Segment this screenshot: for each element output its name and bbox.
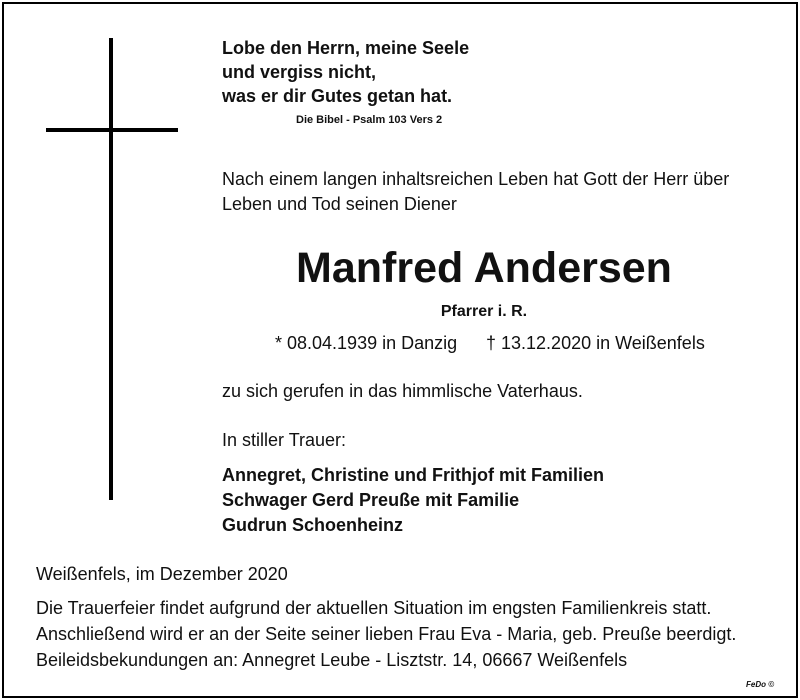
place-date: Weißenfels, im Dezember 2020 [36, 564, 288, 584]
deceased-name: Manfred Andersen [296, 244, 672, 292]
psalm-line: Lobe den Herrn, meine Seele [222, 38, 470, 58]
intro-text [222, 167, 782, 217]
cross-horizontal-bar [46, 128, 178, 132]
deceased-title: Pfarrer i. R. [440, 303, 528, 320]
burial-note: Anschließend wird er an der Seite seiner lieben Frau Eva - Maria, geb. Preuße beerdigt. [36, 624, 737, 644]
birth-date: * 08.04.1939 in Danzig [275, 333, 458, 353]
mourner-name: Gudrun Schoenheinz [222, 515, 404, 535]
mourning-label: In stiller Trauer: [222, 430, 347, 450]
obituary-notice [2, 2, 798, 698]
condolences-address: Beileidsbekundungen an: Annegret Leube - Lisztstr. 14, 06667 Weißenfels [36, 650, 628, 670]
psalm-quote [222, 36, 469, 108]
mourner-name: Annegret, Christine und Frithjof mit Familien [222, 465, 605, 485]
psalm-line: was er dir Gutes getan hat. [222, 86, 453, 106]
corner-mark: FeDo © [746, 680, 775, 689]
mourners-list [222, 463, 604, 538]
funeral-note: Die Trauerfeier findet aufgrund der aktuellen Situation im engsten Familienkreis statt. [36, 598, 712, 618]
psalm-line: und vergiss nicht, [222, 62, 377, 82]
cross-vertical-bar [109, 38, 113, 500]
footer [36, 561, 776, 673]
death-date: † 13.12.2020 in Weißenfels [486, 333, 705, 353]
psalm-reference: Die Bibel - Psalm 103 Vers 2 [296, 114, 443, 126]
footer-spacer [36, 587, 776, 595]
mourner-name: Schwager Gerd Preuße mit Familie [222, 490, 520, 510]
called-home-text: zu sich gerufen in das himmlische Vaterhaus. [222, 381, 583, 401]
intro-line: Nach einem langen inhaltsreichen Leben hat Gott der Herr über [222, 169, 730, 189]
intro-line: Leben und Tod seinen Diener [222, 194, 457, 214]
